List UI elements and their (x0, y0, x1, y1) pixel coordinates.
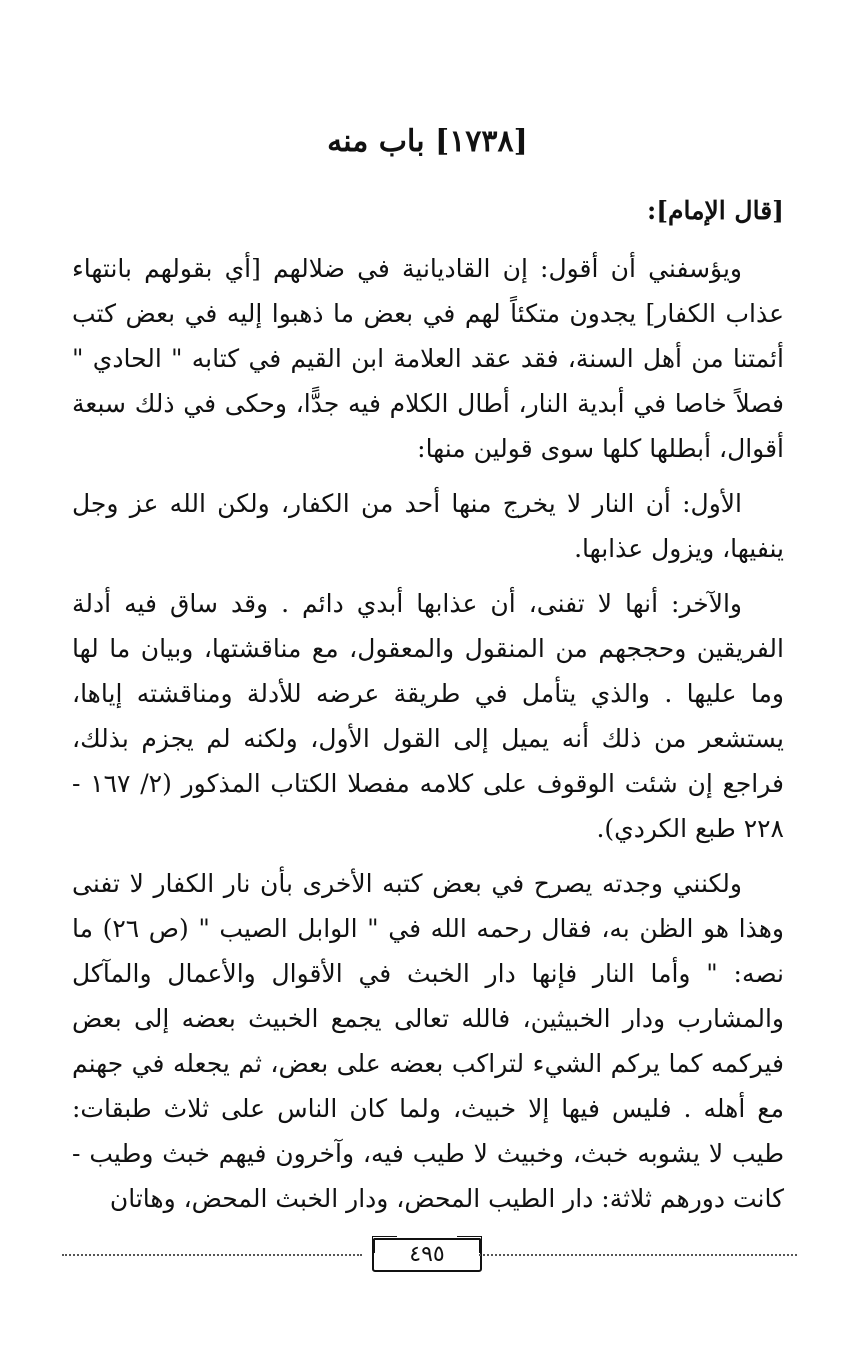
paragraph-quote: ولكنني وجدته يصرح في بعض كتبه الأخرى بأن نار الكفار لا تفنى وهذا هو الظن به، فقال رحمه الله في " الوابل الصيب " (ص ٢٦) ما نصه: " وأما النار فإنها دار الخبث في الأقوال والأعمال والمآكل والمشارب ودار الخبيثين، فالله تعالى يجمع الخبيث بعضه إلى بعض فيركمه كما يركم الشيء لتراكب بعضه على بعض، ثم يجعله في جهنم مع أهله . فليس فيها إلا خبيث، ولما كان الناس على ثلاث طبقات: طيب لا يشوبه خبث، وخبيث لا طيب فيه، وآخرون فيهم خبث وطيب - كانت دورهم ثلاثة: دار الطيب المحض، ودار الخبث المحض، وهاتان (72, 869, 784, 1213)
page-footer (62, 1238, 797, 1274)
paragraph-second-opinion: والآخر: أنها لا تفنى، أن عذابها أبدي دائم . وقد ساق فيه أدلة الفريقين وحججهم من المنقول والمعقول، مع مناقشتها، وبيان ما لها وما عليها . والذي يتأمل في طريقة عرضه للأدلة ومناقشته إياها، يستشعر من ذلك أنه يميل إلى القول الأول، ولكنه لم يجزم بذلك، فراجع إن شئت الوقوف على كلامه مفصلا الكتاب المذكور (٢/ ١٦٧ - ٢٢٨ طبع الكردي). (72, 589, 784, 843)
ornament-icon (457, 1236, 482, 1253)
page-body (72, 190, 784, 1231)
chapter-title: [١٧٣٨] باب منه (327, 124, 528, 159)
page-number: ٤٩٥ (409, 1242, 445, 1267)
section-subheading: [قال الإمام]: (646, 196, 784, 225)
footer-dotted-rule-left (62, 1254, 362, 1256)
footer-dotted-rule-right (479, 1254, 797, 1256)
paragraph-intro: ويؤسفني أن أقول: إن القاديانية في ضلالهم [أي بقولهم بانتهاء عذاب الكفار] يجدون متكئاً لهم في بعض ما ذهبوا إليه في بعض كتب أئمتنا من أهل السنة، فقد عقد العلامة ابن القيم في كتابه " الحادي " فصلاً خاصا في أبدية النار، أطال الكلام فيه جدًّا، وحكى في ذلك سبعة أقوال، أبطلها كلها سوى قولين منها: (72, 254, 784, 463)
page-number-frame (372, 1238, 482, 1272)
paragraph-first-opinion: الأول: أن النار لا يخرج منها أحد من الكفار، ولكن الله عز وجل ينفيها، ويزول عذابها. (72, 489, 784, 563)
ornament-icon (372, 1236, 397, 1253)
